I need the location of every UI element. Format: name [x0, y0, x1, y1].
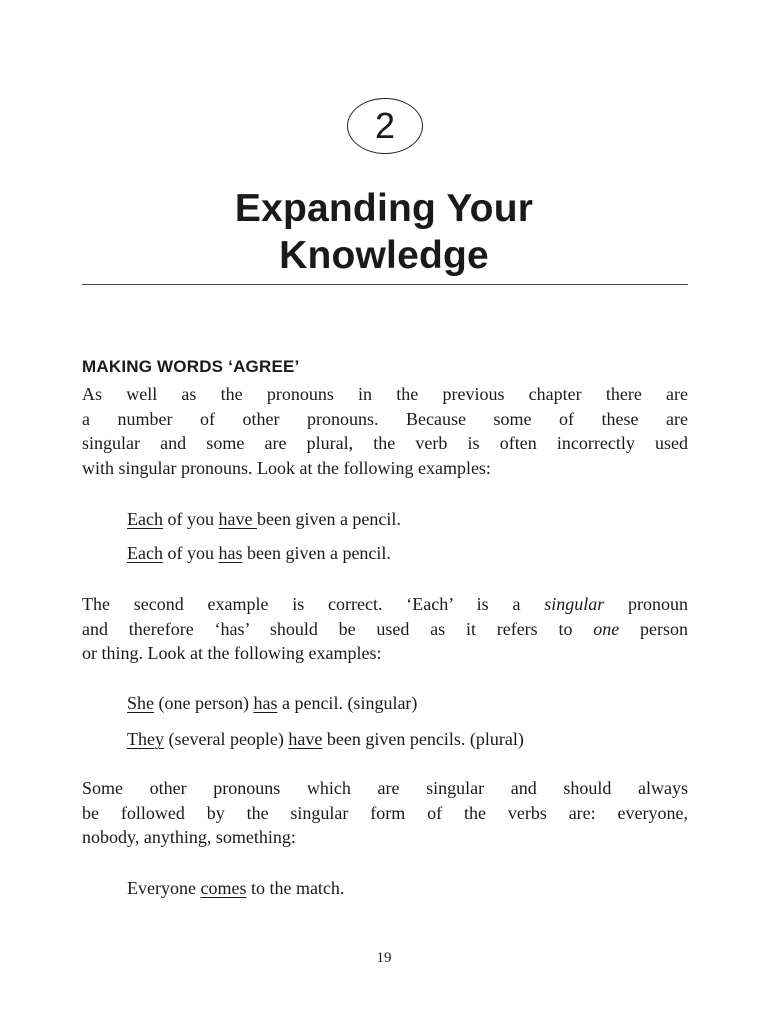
example-text: to the match. — [246, 878, 345, 898]
paragraph-line — [82, 617, 688, 642]
example-sentence-3 — [127, 691, 417, 715]
paragraph-text: pronoun — [604, 594, 688, 614]
example-subject: They — [127, 729, 164, 749]
chapter-title-line-2: Knowledge — [279, 234, 489, 277]
paragraph-line: a number of other pronouns. Because some of these are — [82, 408, 688, 429]
paragraph-line: be followed by the singular form of the verbs are: everyone, — [82, 802, 688, 823]
section-heading: MAKING WORDS ‘AGREE’ — [82, 357, 300, 376]
paragraph-line: with singular pronouns. Look at the following examples: — [82, 458, 491, 479]
paragraph-line — [82, 592, 688, 617]
example-text: been given a pencil. — [242, 543, 391, 563]
example-text: been given pencils. (plural) — [322, 729, 524, 749]
paragraph-line: nobody, anything, something: — [82, 827, 296, 848]
chapter-title-line-1: Expanding Your — [234, 187, 534, 230]
example-text: (several people) — [163, 729, 289, 749]
example-verb: has — [253, 693, 278, 713]
chapter-number-badge — [347, 98, 423, 154]
paragraph-text: person — [619, 618, 688, 639]
example-sentence-2 — [127, 541, 391, 565]
paragraph-singular-pronouns — [82, 776, 688, 850]
example-subject: Each — [127, 509, 163, 529]
paragraph-text: and therefore ‘has’ should be used as it refers to — [82, 618, 594, 639]
example-subject: She — [127, 693, 154, 713]
chapter-title — [0, 185, 768, 279]
paragraph-explanation — [82, 592, 688, 666]
emphasis-one: one — [593, 618, 620, 639]
example-sentence-5 — [127, 876, 344, 900]
title-divider — [82, 284, 688, 285]
example-text: of you — [162, 509, 219, 529]
emphasis-singular: singular — [544, 594, 605, 614]
paragraph-line: singular and some are plural, the verb is often incorrectly used — [82, 433, 688, 454]
paragraph-text: The second example is correct. ‘Each’ is a — [82, 594, 545, 614]
example-verb: have — [218, 509, 257, 529]
paragraph-intro — [82, 382, 688, 481]
paragraph-line: Some other pronouns which are singular and should always — [82, 778, 688, 798]
example-verb: has — [218, 543, 243, 563]
example-sentence-4 — [127, 727, 524, 751]
example-text: a pencil. (singular) — [277, 693, 418, 713]
example-sentence-1 — [127, 507, 401, 531]
example-subject: Each — [127, 543, 163, 563]
example-verb: have — [288, 729, 323, 749]
example-text: Everyone — [127, 878, 201, 898]
paragraph-line: As well as the pronouns in the previous chapter there are — [82, 384, 688, 404]
example-text: of you — [162, 543, 219, 563]
chapter-number: 2 — [374, 105, 396, 146]
example-text: been given a pencil. — [256, 509, 401, 529]
example-text: (one person) — [154, 693, 254, 713]
page-number: 19 — [376, 950, 392, 966]
paragraph-line: or thing. Look at the following examples: — [82, 643, 382, 664]
example-verb: comes — [200, 878, 247, 898]
